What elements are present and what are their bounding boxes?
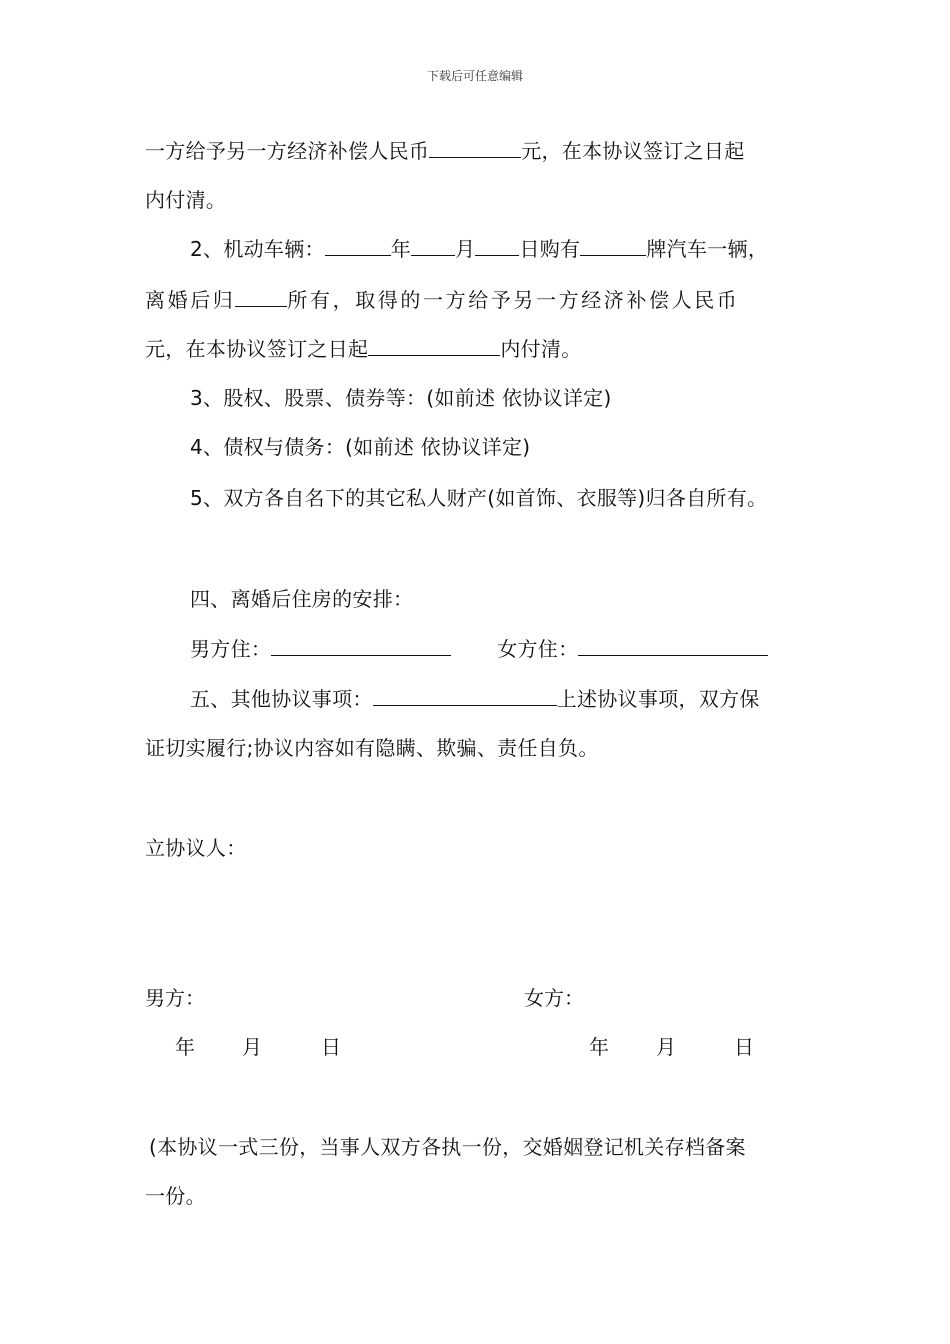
brand-blank[interactable] xyxy=(580,237,646,256)
copies-note-cont: 一份。 xyxy=(145,1184,206,1208)
vehicle-owner-text: 离婚后归 xyxy=(145,288,236,312)
male-housing-label: 男方住： xyxy=(190,637,272,661)
male-signature-label: 男方： xyxy=(145,986,205,1010)
female-housing-label: 女方住： xyxy=(497,637,579,661)
vehicle-owner-text-2: 所有，取得的一方给予另一方经济补偿人民币 xyxy=(287,288,740,312)
owner-blank[interactable] xyxy=(235,288,287,307)
day-blank[interactable] xyxy=(475,237,519,256)
section-5-text: 上述协议事项，双方保 xyxy=(556,687,760,711)
vehicle-line xyxy=(190,236,768,262)
compensation-line-cont: 内付清。 xyxy=(145,188,227,212)
housing-line xyxy=(190,636,768,662)
item-5: 5、双方各自名下的其它私人财产(如首饰、衣服等)归各自所有。 xyxy=(190,486,768,510)
vehicle-owner-line xyxy=(145,287,739,313)
year-blank[interactable] xyxy=(325,237,391,256)
compensation-line xyxy=(145,138,745,164)
other-matters-blank[interactable] xyxy=(373,687,557,706)
vehicle-year: 年 xyxy=(390,237,412,261)
vehicle-label: 2、机动车辆： xyxy=(190,237,325,261)
section-4-heading: 四、离婚后住房的安排： xyxy=(190,587,414,611)
male-date-day: 日 xyxy=(321,1035,341,1059)
vehicle-payment-line xyxy=(145,336,582,362)
payment-period-blank[interactable] xyxy=(368,337,500,356)
female-date-day: 日 xyxy=(734,1035,754,1059)
vehicle-day: 日购有 xyxy=(519,237,581,261)
signers-label: 立协议人： xyxy=(145,836,247,860)
copies-note: (本协议一式三份，当事人双方各执一份，交婚姻登记机关存档备案 xyxy=(149,1135,746,1159)
female-housing-blank[interactable] xyxy=(578,637,768,656)
vehicle-payment-text-2: 内付清。 xyxy=(500,337,582,361)
section-5-line xyxy=(190,686,760,712)
amount-blank[interactable] xyxy=(429,139,521,158)
section-5-label: 五、其他协议事项： xyxy=(190,687,373,711)
vehicle-month: 月 xyxy=(455,237,476,261)
male-date-year: 年 xyxy=(175,1035,195,1059)
female-date-year: 年 xyxy=(589,1035,609,1059)
compensation-text-2: 元，在本协议签订之日起 xyxy=(521,139,745,163)
male-date-month: 月 xyxy=(242,1035,262,1059)
section-5-cont: 证切实履行;协议内容如有隐瞒、欺骗、责任自负。 xyxy=(145,736,599,760)
month-blank[interactable] xyxy=(411,237,455,256)
item-4: 4、债权与债务：(如前述 依协议详定) xyxy=(190,435,531,459)
page-header: 下载后可任意编辑 xyxy=(426,69,523,83)
vehicle-brand: 牌汽车一辆， xyxy=(646,237,769,261)
vehicle-payment-text: 元，在本协议签订之日起 xyxy=(145,337,369,361)
female-date-month: 月 xyxy=(656,1035,676,1059)
male-housing-blank[interactable] xyxy=(271,637,451,656)
female-signature-label: 女方： xyxy=(524,986,584,1010)
compensation-text: 一方给予另一方经济补偿人民币 xyxy=(145,139,430,163)
item-3: 3、股权、股票、债券等：(如前述 依协议详定) xyxy=(190,386,612,410)
